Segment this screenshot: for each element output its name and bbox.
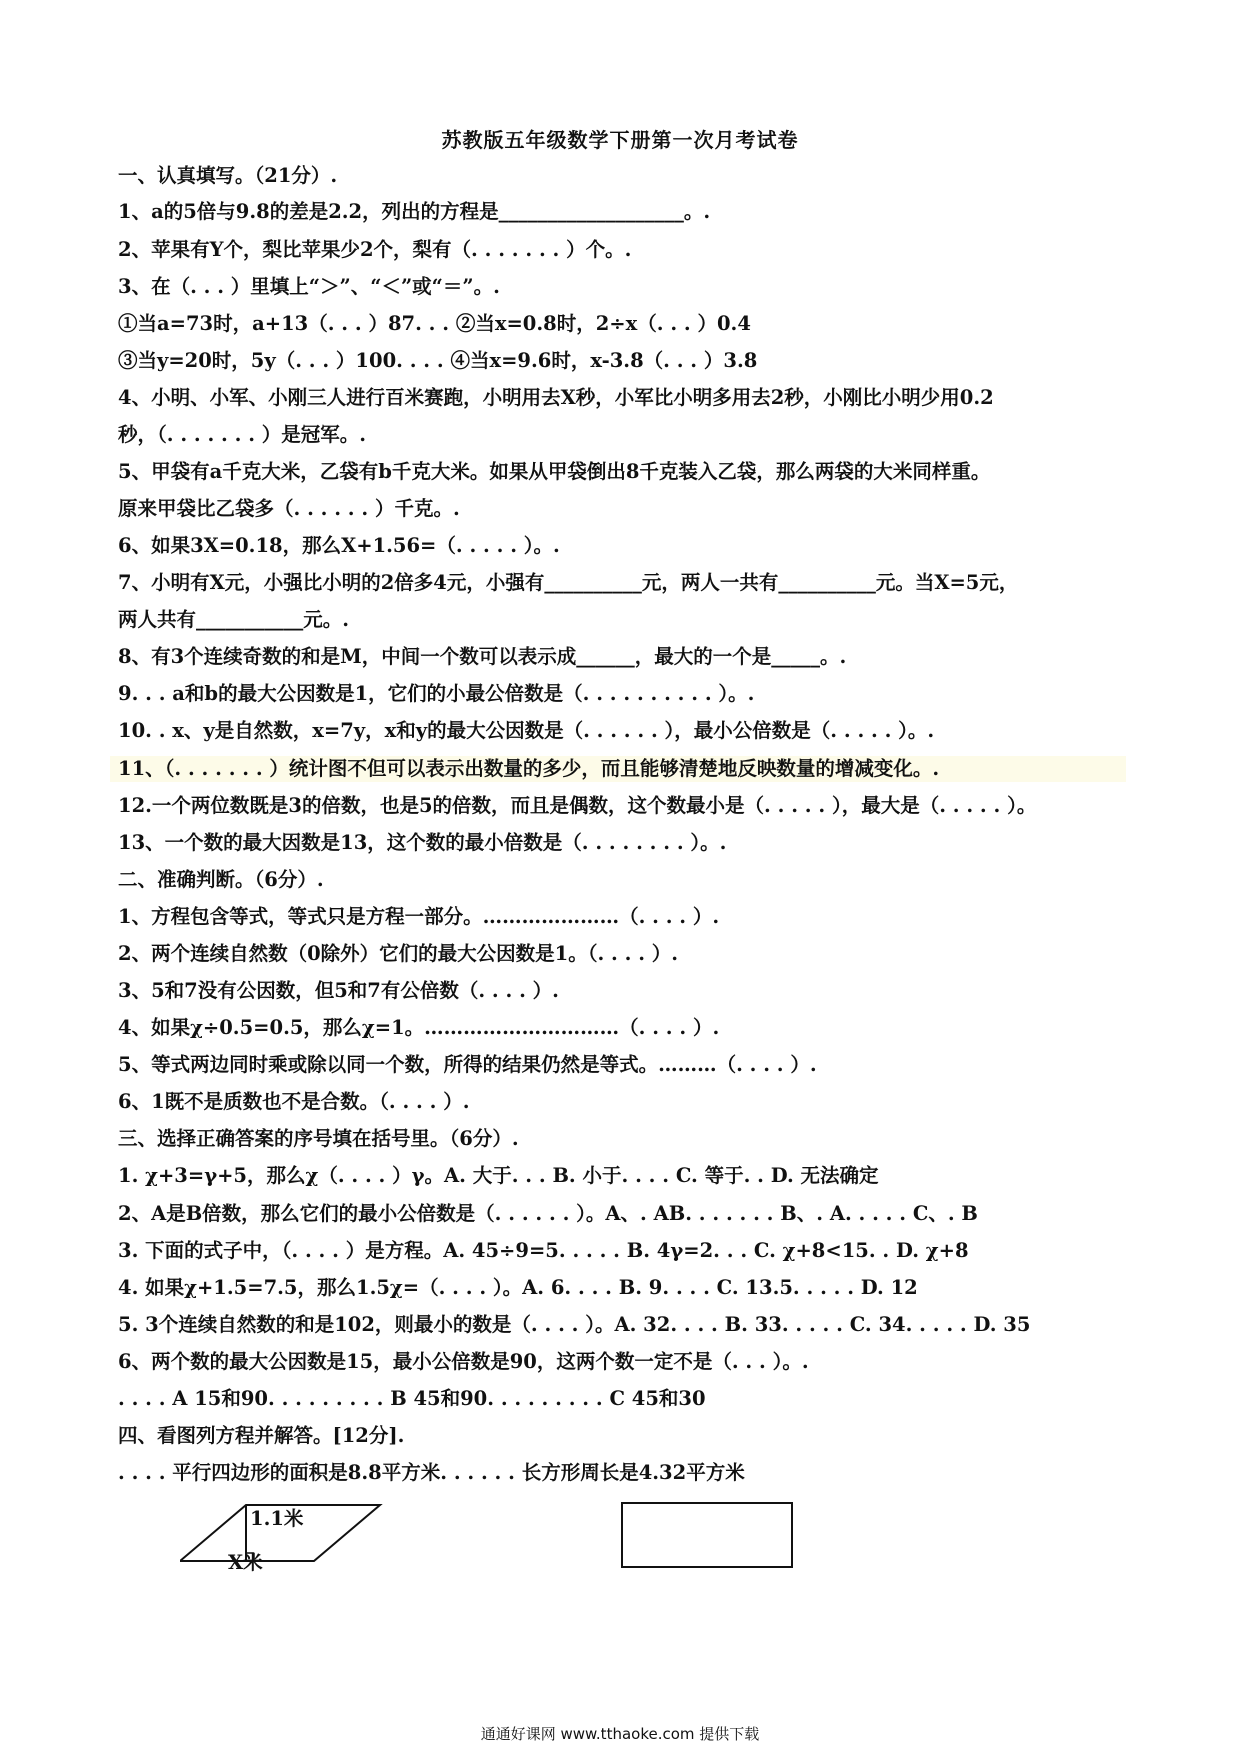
question-line: 一、认真填写。（21分）. [118,164,338,187]
question-line: 6、如果3X=0.18，那么X+1.56=（. . . . . ）。. [118,534,560,557]
question-line: 2、苹果有Y个，梨比苹果少2个，梨有（. . . . . . . ）个。. [118,238,632,261]
parallelogram-height-label: 1.1米 [250,1507,304,1530]
question-line: 4. 如果χ+1.5=7.5，那么1.5χ=（. . . . ）。A. 6. . . . B. 9. . . . C. 13.5. . . . . D. 12 [118,1276,918,1299]
question-line: ①当a=73时，a+13（. . . ）87. . . ②当x=0.8时，2÷x（. . . ）0.4 [118,312,751,335]
question-line: 5、甲袋有a千克大米，乙袋有b千克大米。如果从甲袋倒出8千克装入乙袋，那么两袋的大米同样重。 [118,460,991,483]
question-line: 三、选择正确答案的序号填在括号里。（6分）. [118,1127,519,1150]
rectangle-shape [622,1503,792,1567]
question-line: 5、等式两边同时乘或除以同一个数，所得的结果仍然是等式。………（. . . . ）. [118,1053,817,1076]
parallelogram-figure [180,1497,440,1577]
question-line: 11、（. . . . . . . ）统计图不但可以表示出数量的多少，而且能够清楚地反映数量的增减变化。. [110,756,1126,782]
page-footer: 通通好课网 www.tthaoke.com 提供下载 [480,1725,760,1743]
question-line: 13、一个数的最大因数是13，这个数的最小倍数是（. . . . . . . . ）。. [118,831,727,854]
question-line: 6、1既不是质数也不是合数。（. . . . ）. [118,1090,470,1113]
question-line: 6、两个数的最大公因数是15，最小公倍数是90，这两个数一定不是（. . . ）。. [118,1350,809,1373]
question-line: 原来甲袋比乙袋多（. . . . . . ）千克。. [118,497,460,520]
question-line: 4、小明、小军、小刚三人进行百米赛跑，小明用去X秒，小军比小明多用去2秒，小刚比小明少用0.2 [118,386,994,409]
question-line: . . . . A 15和90. . . . . . . . . B 45和90. . . . . . . . . C 45和30 [118,1387,706,1410]
question-line: 8、有3个连续奇数的和是M，中间一个数可以表示成______，最大的一个是_____。. [118,645,847,668]
question-line: 四、看图列方程并解答。[12分]. [118,1424,405,1447]
question-line: 7、小明有X元，小强比小明的2倍多4元，小强有__________元，两人一共有__________元。当X=5元， [118,571,1019,594]
question-line: 秒，（. . . . . . . ）是冠军。. [118,423,367,446]
question-line: 4、如果χ÷0.5=0.5，那么χ=1。…………………………（. . . . ）. [118,1016,720,1039]
question-line: 3. 下面的式子中，（. . . . ）是方程。A. 45÷9=5. . . . . B. 4γ=2. . . C. χ+8<15. . D. χ+8 [118,1239,969,1262]
question-line: 5. 3个连续自然数的和是102，则最小的数是（. . . . ）。A. 32. . . . B. 33. . . . . C. 34. . . . . D. 35 [118,1313,1031,1336]
question-line: 3、5和7没有公因数，但5和7有公倍数（. . . . ）. [118,979,559,1002]
question-line: 两人共有___________元。. [118,608,350,631]
question-line: 二、准确判断。（6分）. [118,868,324,891]
question-line: ③当y=20时，5y（. . . ）100. . . . ④当x=9.6时，x-3.8（. . . ）3.8 [118,349,758,372]
question-line: 12.一个两位数既是3的倍数，也是5的倍数，而且是偶数，这个数最小是（. . . . . ），最大是（. . . . . ）。 [118,794,1037,817]
question-line: 2、两个连续自然数（0除外）它们的最大公因数是1。（. . . . ）. [118,942,679,965]
question-line: 2、A是B倍数，那么它们的最小公倍数是（. . . . . . ）。A、. AB. . . . . . . B、. A. . . . . C、. B [118,1202,978,1225]
question-line: . . . . 平行四边形的面积是8.8平方米. . . . . . 长方形周长是4.32平方米 [118,1461,745,1484]
page-title: 苏教版五年级数学下册第一次月考试卷 [441,128,799,152]
parallelogram-base-label: X米 [228,1551,263,1574]
question-line: 1、a的5倍与9.8的差是2.2，列出的方程是___________________。. [118,200,711,223]
rectangle-figure [620,1501,800,1573]
question-line: 1. χ+3=γ+5，那么χ（. . . . ）γ。A. 大于. . . B. 小于. . . . C. 等于. . D. 无法确定 [118,1164,879,1187]
question-line: 9. . . a和b的最大公因数是1，它们的小最公倍数是（. . . . . . . . . . ）。. [118,682,755,705]
question-line: 1、方程包含等式，等式只是方程一部分。…………………（. . . . ）. [118,905,720,928]
question-line: 3、在（. . . ）里填上“＞”、“＜”或“＝”。. [118,275,500,298]
question-line: 10. . x、y是自然数，x=7y，x和y的最大公因数是（. . . . . . ），最小公倍数是（. . . . . ）。. [118,719,935,742]
